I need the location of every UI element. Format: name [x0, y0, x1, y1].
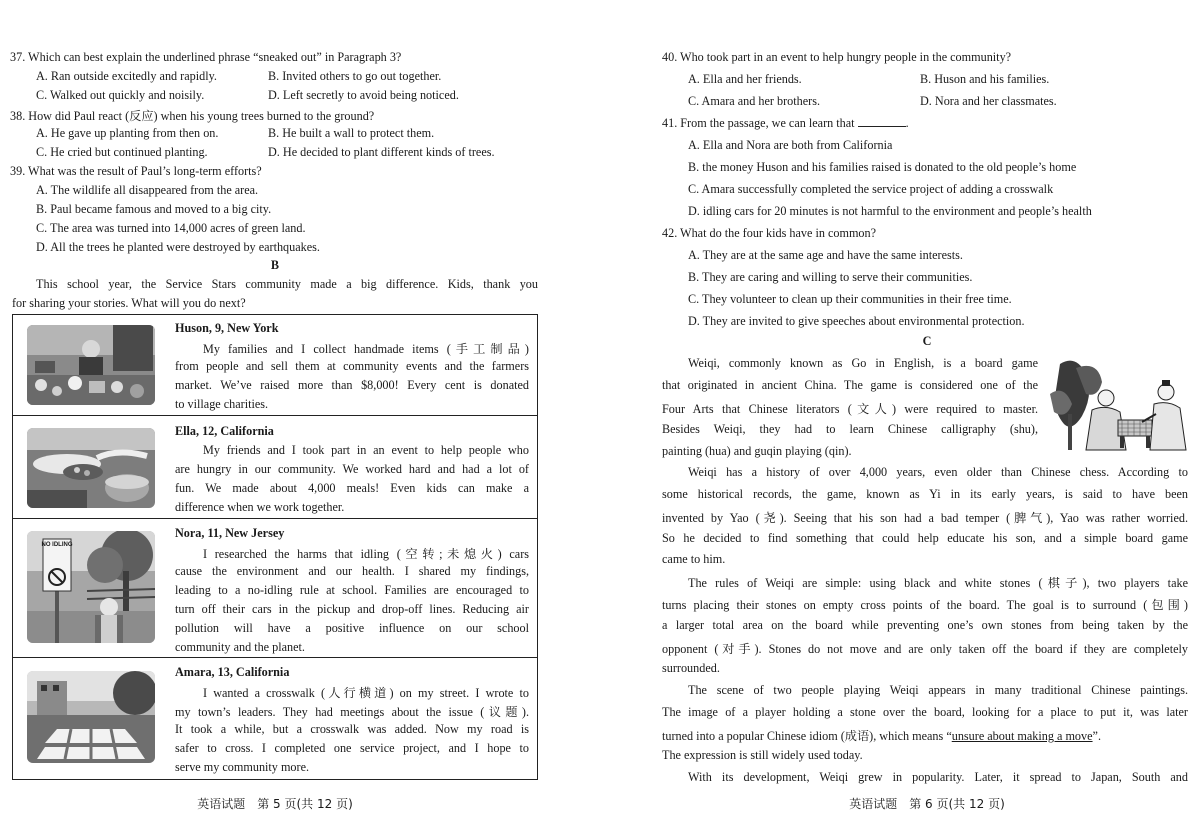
weiqi-p1-line1: Weiqi, commonly known as Go in English, is a board game — [688, 356, 1038, 370]
amara-crosswalk-photo — [27, 671, 155, 763]
q37-stem: 37. Which can best explain the underlined phrase “sneaked out” in Paragraph 3? — [10, 50, 402, 64]
weiqi-players-illustration — [1046, 354, 1192, 458]
nora-line6: community and the planet. — [175, 640, 305, 654]
q40-option-d[interactable]: D. Nora and her classmates. — [920, 94, 1057, 108]
weiqi-p2-line1: Weiqi has a history of over 4,000 years, even older than Chinese chess. According to — [688, 465, 1188, 479]
ella-line2: are hungry in our community. We worked hard and had a lot of — [175, 462, 529, 476]
section-c-heading: C — [922, 334, 932, 348]
q40-stem: 40. Who took part in an event to help hungry people in the community? — [662, 50, 1012, 64]
q38-stem: 38. How did Paul react (反应) when his young trees burned to the ground? — [10, 109, 375, 123]
amara-line3: It took a while, but a crosswalk was added. Now my road is — [175, 722, 529, 736]
amara-line1: I wanted a crosswalk (人行横道) on my street. I wrote to — [203, 686, 529, 700]
nora-line5: pollution will have a positive influence on our school — [175, 621, 529, 635]
stories-box — [12, 314, 538, 780]
weiqi-p4-line2: The image of a player holding a stone over the board, looking for a place to put it, was later — [662, 705, 1188, 719]
nora-no-idling-photo — [27, 531, 155, 643]
huson-line1: My families and I collect handmade items (手工制品) — [203, 342, 529, 356]
amara-name: Amara, 13, California — [175, 665, 290, 679]
weiqi-p2-line3: invented by Yao (尧). Seeing that his son had a bad temper (脾气), Yao was rather worried. — [662, 511, 1188, 525]
weiqi-p5-line1: With its development, Weiqi grew in popularity. Later, it spread to Japan, South and — [688, 770, 1188, 784]
weiqi-p1-line5: painting (hua) and guqin playing (qin). — [662, 444, 852, 458]
section-b-heading: B — [270, 258, 280, 272]
ella-line3: fun. We made about 4,000 meals! Even kids can make a — [175, 481, 529, 495]
huson-name: Huson, 9, New York — [175, 321, 279, 335]
q39-option-a[interactable]: A. The wildlife all disappeared from the area. — [36, 183, 259, 197]
section-b-intro-line2: for sharing your stories. What will you do next? — [12, 296, 246, 310]
q42-option-c[interactable]: C. They volunteer to clean up their communities in their free time. — [688, 292, 1012, 306]
nora-line1: I researched the harms that idling (空转;未熄火) cars — [203, 547, 529, 561]
nora-name: Nora, 11, New Jersey — [175, 526, 285, 540]
nora-line2: cause the environment and our health. I shared my findings, — [175, 564, 529, 578]
q41-option-d[interactable]: D. idling cars for 20 minutes is not harmful to the environment and people’s health — [688, 204, 1092, 218]
q37-option-d[interactable]: D. Left secretly to avoid being noticed. — [268, 88, 459, 102]
q41-option-b[interactable]: B. the money Huson and his families raised is donated to the old people’s home — [688, 160, 1077, 174]
no-idling-sign-text: NO IDLING — [41, 542, 73, 548]
q39-stem: 39. What was the result of Paul’s long-term efforts? — [10, 164, 262, 178]
q41-stem-end: . — [905, 116, 909, 130]
weiqi-p2-line4: So he decided to find something that could help educate his son, and a simple board game — [662, 531, 1188, 545]
huson-line4: to village charities. — [175, 397, 269, 411]
nora-line3: leading to a no-idling rule at school. Families are encouraged to — [175, 583, 529, 597]
idiom-sentence-end: ”. — [1092, 729, 1102, 743]
q38-option-a[interactable]: A. He gave up planting from then on. — [36, 126, 219, 140]
ella-meals-photo — [27, 428, 155, 508]
huson-line3: market. We’ve raised more than $8,000! Every cent is donated — [175, 378, 529, 392]
q40-option-a[interactable]: A. Ella and her friends. — [688, 72, 802, 86]
q39-option-b[interactable]: B. Paul became famous and moved to a big city. — [36, 202, 272, 216]
q42-option-d[interactable]: D. They are invited to give speeches about environmental protection. — [688, 314, 1025, 328]
q42-option-a[interactable]: A. They are at the same age and have the same interests. — [688, 248, 963, 262]
weiqi-p3-line4: opponent (对手). Stones do not move and are only taken off the board if they are completely — [662, 642, 1188, 656]
q41-option-c[interactable]: C. Amara successfully completed the service project of adding a crosswalk — [688, 182, 1054, 196]
weiqi-p2-line5: came to him. — [662, 552, 726, 566]
weiqi-p4-line1: The scene of two people playing Weiqi appears in many traditional Chinese paintings. — [688, 683, 1188, 697]
q41-option-a[interactable]: A. Ella and Nora are both from California — [688, 138, 893, 152]
q41-answer-blank — [858, 116, 906, 127]
section-b-intro-line1: This school year, the Service Stars community made a big difference. Kids, thank you — [36, 277, 538, 291]
weiqi-p1-line3: Four Arts that Chinese literators (文人) were required to master. — [662, 402, 1038, 416]
q37-option-b[interactable]: B. Invited others to go out together. — [268, 69, 442, 83]
amara-line5: serve my community more. — [175, 760, 310, 774]
q41-stem — [662, 116, 909, 131]
q39-option-d[interactable]: D. All the trees he planted were destroyed by earthquakes. — [36, 240, 320, 254]
nora-line4: turn off their cars in the pickup and drop-off lines. Reducing air — [175, 602, 529, 616]
q40-option-c[interactable]: C. Amara and her brothers. — [688, 94, 820, 108]
ella-name: Ella, 12, California — [175, 424, 274, 438]
q38-option-c[interactable]: C. He cried but continued planting. — [36, 145, 208, 159]
idiom-sentence-start: turned into a popular Chinese idiom (成语), which means “ — [662, 729, 952, 743]
ella-line4: difference when we work together. — [175, 500, 345, 514]
weiqi-p2-line2: some historical records, the game, known as Yi in its early years, is said to have been — [662, 487, 1188, 501]
q42-stem: 42. What do the four kids have in common? — [662, 226, 877, 240]
weiqi-p4-line3 — [662, 727, 1101, 744]
weiqi-p1-line4: Besides Weiqi, they had to learn Chinese calligraphy (shu), — [662, 422, 1038, 436]
right-footer: 英语试题 第 6 页(共 12 页) — [849, 797, 1005, 811]
weiqi-p3-line3: a larger total area on the board while preventing one’s own stones from being taken by the — [662, 618, 1188, 632]
huson-market-photo — [27, 325, 155, 405]
q38-option-d[interactable]: D. He decided to plant different kinds of trees. — [268, 145, 495, 159]
weiqi-p4-line4: The expression is still widely used today. — [662, 748, 863, 762]
q38-option-b[interactable]: B. He built a wall to protect them. — [268, 126, 435, 140]
weiqi-p3-line2: turns placing their stones on empty cross points of the board. The goal is to surround (包围) — [662, 598, 1188, 612]
q42-option-b[interactable]: B. They are caring and willing to serve their communities. — [688, 270, 973, 284]
q39-option-c[interactable]: C. The area was turned into 14,000 acres of green land. — [36, 221, 306, 235]
huson-line2: from people and sell them at community events and the farmers — [175, 359, 529, 373]
q40-option-b[interactable]: B. Huson and his families. — [920, 72, 1050, 86]
amara-line2: my town’s leaders. They had meetings about the issue (议题). — [175, 705, 529, 719]
weiqi-p1-line2: that originated in ancient China. The game is considered one of the — [662, 378, 1038, 392]
q41-stem-text: 41. From the passage, we can learn that — [662, 116, 855, 130]
q37-option-c[interactable]: C. Walked out quickly and noisily. — [36, 88, 205, 102]
left-footer: 英语试题 第 5 页(共 12 页) — [197, 797, 353, 811]
weiqi-p3-line1: The rules of Weiqi are simple: using black and white stones (棋子), two players take — [688, 576, 1188, 590]
amara-line4: safer to cross. I completed one service project, and I hope to — [175, 741, 529, 755]
weiqi-p3-line5: surrounded. — [662, 661, 720, 675]
q37-option-a[interactable]: A. Ran outside excitedly and rapidly. — [36, 69, 217, 83]
underlined-idiom-meaning: unsure about making a move — [951, 729, 1093, 743]
ella-line1: My friends and I took part in an event to help people who — [203, 443, 529, 457]
